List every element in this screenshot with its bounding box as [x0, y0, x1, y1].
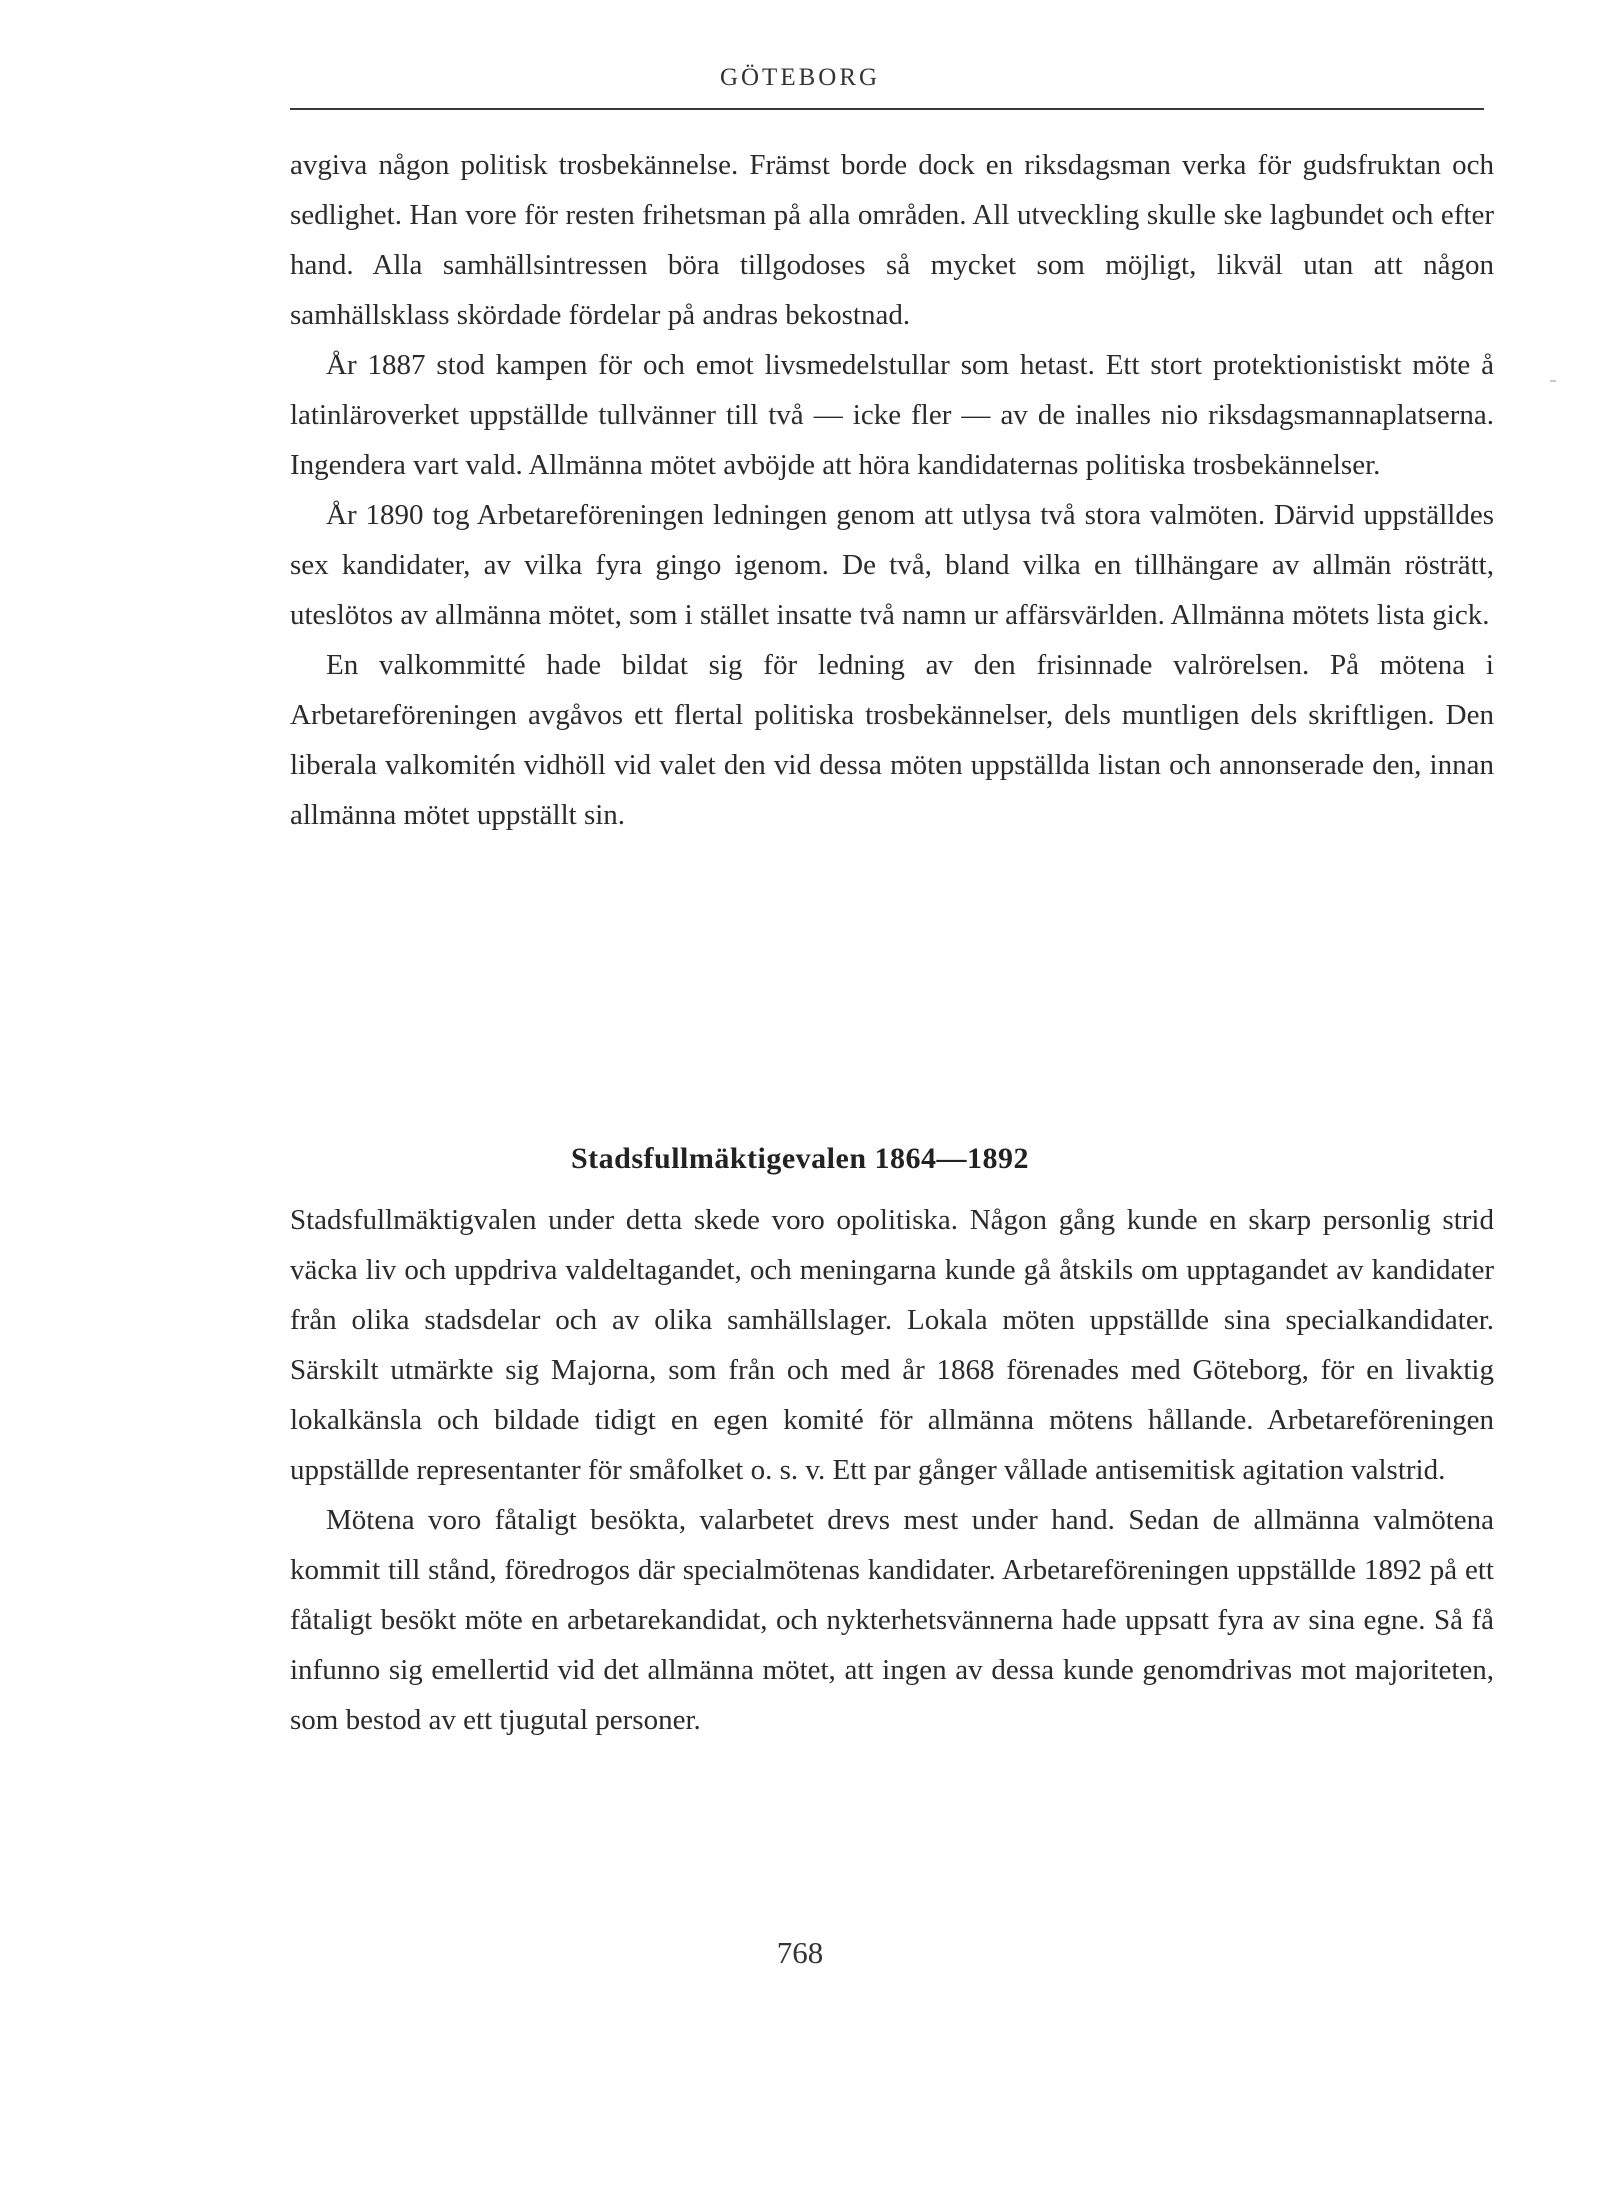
paragraph-valkommitte: En valkommitté hade bildat sig för ledning av den frisinnade valrörelsen. På mötena i Arbetareföreningen avgåvos ett flertal politiska trosbekännelser, dels muntligen dels skriftligen. Den liberala valkomitén vidhöll vid valet den vid dessa möten uppställda listan och annonserade den, innan allmänna mötet uppställt sin.: [290, 649, 1494, 831]
paragraph-motena: Mötena voro fåtaligt besökta, valarbetet drevs mest under hand. Sedan de allmänna valmötena kommit till stånd, föredrogos där specialmötenas kandidater. Arbetareföreningen uppställde 1892 på ett fåtaligt besökt möte en arbetarekandidat, och nykterhetsvännerna hade uppsatt fyra av sina egne. Så få infunno sig emellertid vid det allmänna mötet, att ingen av dessa kunde genomdrivas mot majoriteten, som bestod av ett tjugutal personer.: [290, 1504, 1494, 1736]
paragraph-1890: År 1890 tog Arbetareföreningen ledningen genom att utlysa två stora valmöten. Därvid uppställdes sex kandidater, av vilka fyra gingo igenom. De två, bland vilka en tillhängare av allmän rösträtt, uteslötos av allmänna mötet, som i stället insatte två namn ur affärsvärlden. Allmänna mötets lista gick.: [290, 499, 1494, 631]
text-block-section: [290, 1195, 1494, 1745]
scan-speck: [1550, 380, 1556, 382]
paragraph-1887: År 1887 stod kampen för och emot livsmedelstullar som hetast. Ett stort protektionistiskt möte å latinläroverket uppställde tullvänner till två — icke fler — av de inalles nio riksdagsmannaplatserna. Ingendera vart vald. Allmänna mötet avböjde att höra kandidaternas politiska trosbekännelser.: [290, 349, 1494, 481]
header-rule: [290, 108, 1484, 110]
running-title: GÖTEBORG: [719, 64, 881, 91]
paragraph-continuation: avgiva någon politisk trosbekännelse. Främst borde dock en riksdagsman verka för gudsfruktan och sedlighet. Han vore för resten frihetsman på alla områden. All utveckling skulle ske lagbundet och efter hand. Alla samhällsintressen böra tillgodoses så mycket som möjligt, likväl utan att någon samhällsklass skördade fördelar på andras bekostnad.: [290, 149, 1494, 331]
section-heading: Stadsfullmäktigevalen 1864—1892: [570, 1142, 1030, 1175]
paragraph-stadsfullmaktigvalen: Stadsfullmäktigvalen under detta skede voro opolitiska. Någon gång kunde en skarp personlig strid väcka liv och uppdriva valdeltagandet, och meningarna kunde gå åtskils om upptagandet av kandidater från olika stadsdelar och av olika samhällslager. Lokala möten uppställde sina specialkandidater. Särskilt utmärkte sig Majorna, som från och med år 1868 förenades med Göteborg, för en livaktig lokalkänsla och bildade tidigt en egen komité för allmänna mötens hållande. Arbetareföreningen uppställde representanter för småfolket o. s. v. Ett par gånger vållade antisemitisk agitation valstrid.: [290, 1204, 1494, 1486]
text-block-before-heading: [290, 140, 1494, 840]
page-number: 768: [776, 1935, 824, 1970]
